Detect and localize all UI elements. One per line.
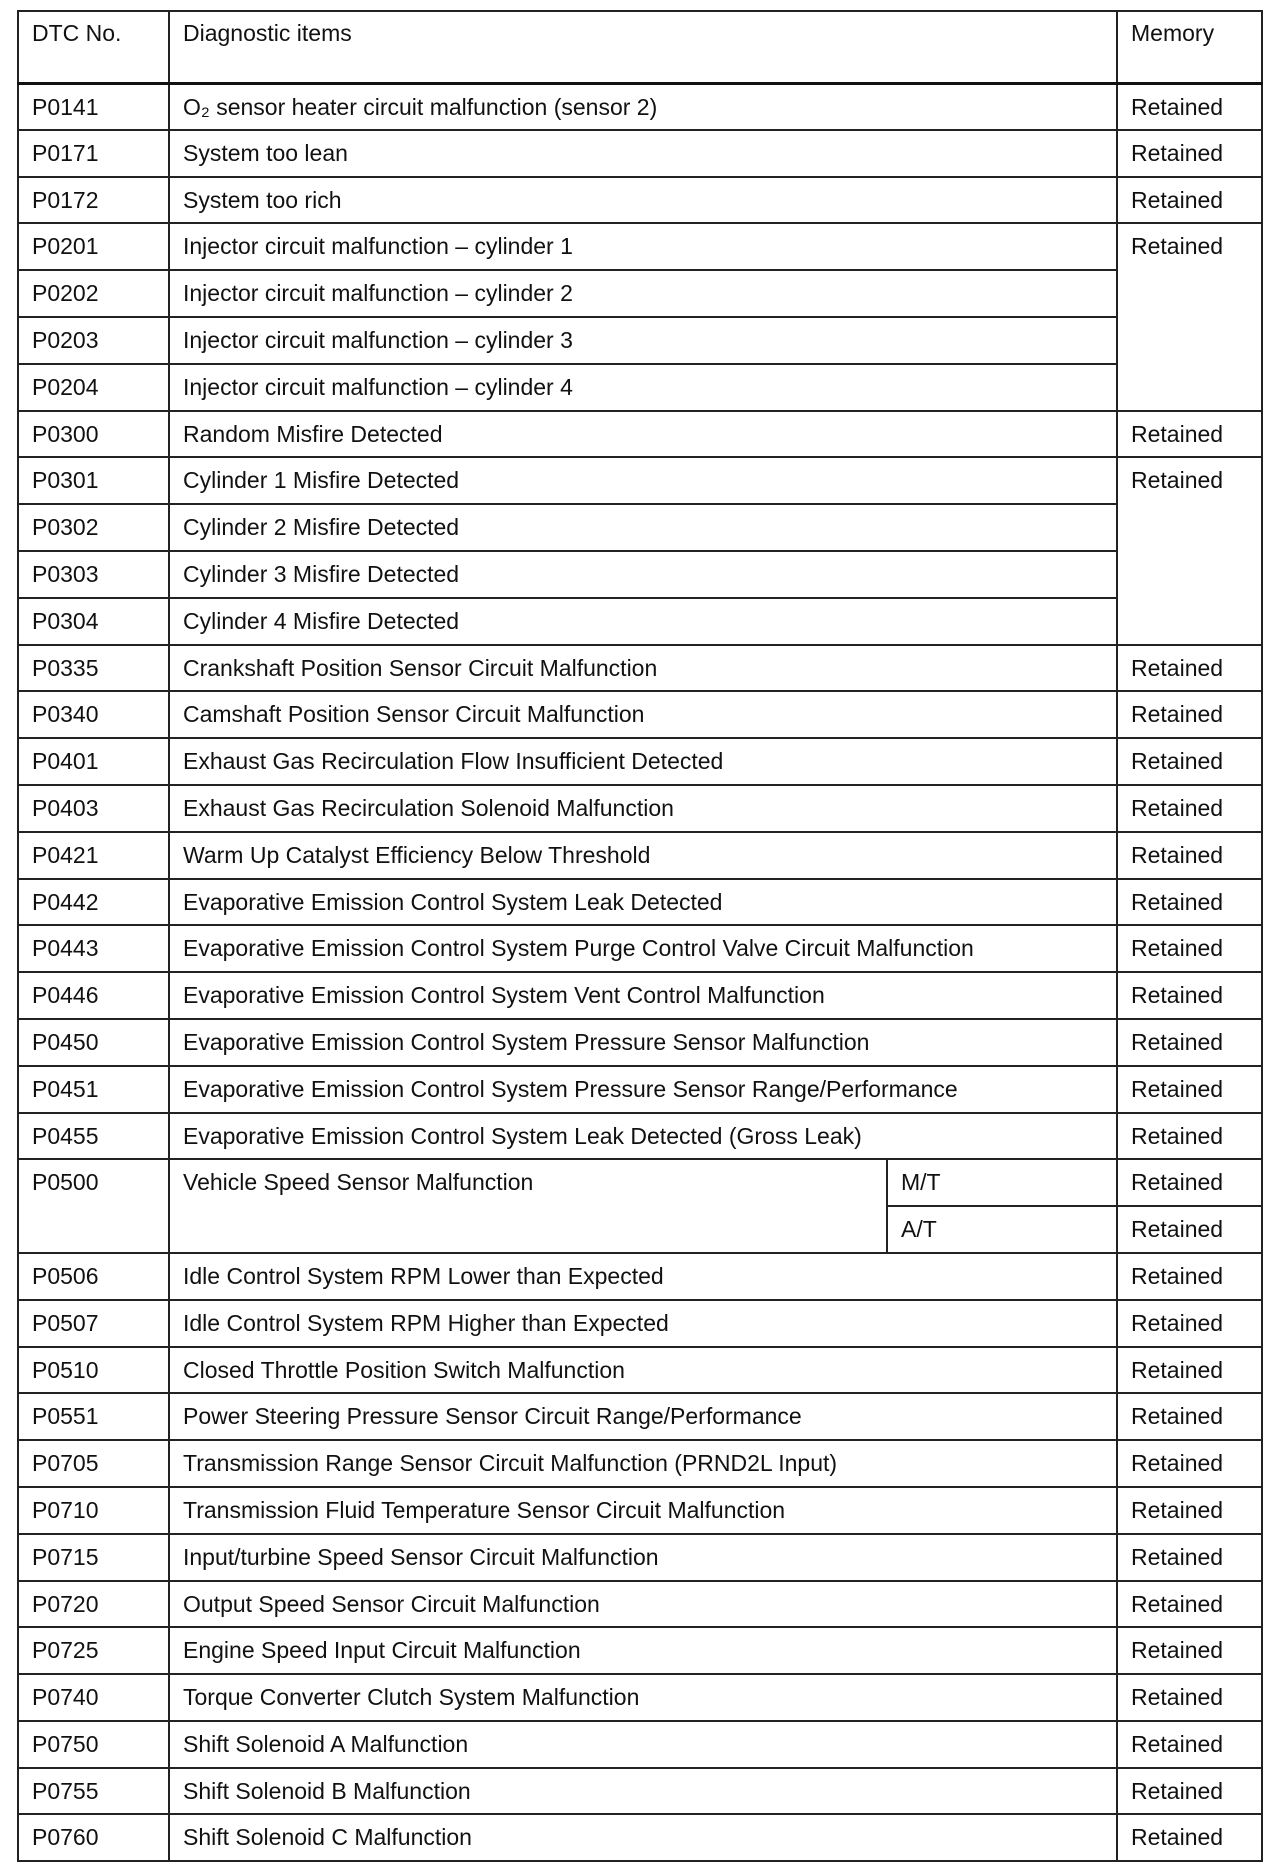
memory-cell: Retained [1117, 1159, 1262, 1206]
table-row [18, 645, 1262, 692]
item-cell: Shift Solenoid C Malfunction [169, 1814, 1117, 1861]
table-row [18, 785, 1262, 832]
dtc-cell: P0421 [18, 832, 169, 879]
dtc-cell: P0446 [18, 972, 169, 1019]
item-cell: Evaporative Emission Control System Vent Control Malfunction [169, 972, 1117, 1019]
table-row [18, 317, 1262, 364]
table-row [18, 1674, 1262, 1721]
table-row [18, 551, 1262, 598]
memory-cell: Retained [1117, 1393, 1262, 1440]
table-row [18, 738, 1262, 785]
item-cell: Closed Throttle Position Switch Malfunction [169, 1347, 1117, 1394]
header-row [18, 11, 1262, 83]
memory-cell: Retained [1117, 785, 1262, 832]
dtc-cell: P0710 [18, 1487, 169, 1534]
table-row [18, 598, 1262, 645]
memory-cell: Retained [1117, 1674, 1262, 1721]
dtc-cell: P0171 [18, 130, 169, 177]
table-row [18, 270, 1262, 317]
item-cell: O₂ sensor heater circuit malfunction (sensor 2) [169, 83, 1117, 130]
memory-cell: Retained [1117, 1066, 1262, 1113]
memory-cell: Retained [1117, 411, 1262, 458]
item-cell: Cylinder 4 Misfire Detected [169, 598, 1117, 645]
table-row [18, 223, 1262, 270]
dtc-cell: P0740 [18, 1674, 169, 1721]
memory-cell: Retained [1117, 1440, 1262, 1487]
item-cell: Injector circuit malfunction – cylinder 1 [169, 223, 1117, 270]
memory-cell: Retained [1117, 1113, 1262, 1160]
table-row [18, 832, 1262, 879]
item-cell: Evaporative Emission Control System Pressure Sensor Range/Performance [169, 1066, 1117, 1113]
item-cell: Vehicle Speed Sensor Malfunction [169, 1159, 887, 1253]
memory-cell: Retained [1117, 130, 1262, 177]
dtc-cell: P0201 [18, 223, 169, 270]
dtc-cell: P0301 [18, 457, 169, 504]
dtc-cell: P0455 [18, 1113, 169, 1160]
dtc-cell: P0403 [18, 785, 169, 832]
table-row [18, 130, 1262, 177]
dtc-cell: P0507 [18, 1300, 169, 1347]
table-row [18, 1393, 1262, 1440]
memory-cell: Retained [1117, 1627, 1262, 1674]
table-row [18, 1768, 1262, 1815]
dtc-cell: P0500 [18, 1159, 169, 1253]
table-row [18, 504, 1262, 551]
item-cell: Exhaust Gas Recirculation Solenoid Malfunction [169, 785, 1117, 832]
table-row [18, 457, 1262, 504]
header-memory: Memory [1117, 11, 1262, 83]
item-cell: Warm Up Catalyst Efficiency Below Threshold [169, 832, 1117, 879]
table-row [18, 1627, 1262, 1674]
dtc-cell: P0303 [18, 551, 169, 598]
memory-cell: Retained [1117, 1206, 1262, 1253]
item-cell: Shift Solenoid B Malfunction [169, 1768, 1117, 1815]
table-row [18, 1440, 1262, 1487]
header-dtc: DTC No. [18, 11, 169, 83]
memory-cell: Retained [1117, 83, 1262, 130]
item-cell: Evaporative Emission Control System Pressure Sensor Malfunction [169, 1019, 1117, 1066]
dtc-cell: P0510 [18, 1347, 169, 1394]
dtc-cell: P0172 [18, 177, 169, 224]
table-row [18, 1581, 1262, 1628]
item-cell: Output Speed Sensor Circuit Malfunction [169, 1581, 1117, 1628]
memory-cell: Retained [1117, 691, 1262, 738]
item-cell: Input/turbine Speed Sensor Circuit Malfunction [169, 1534, 1117, 1581]
item-cell: Transmission Range Sensor Circuit Malfunction (PRND2L Input) [169, 1440, 1117, 1487]
item-cell: Crankshaft Position Sensor Circuit Malfunction [169, 645, 1117, 692]
dtc-cell: P0451 [18, 1066, 169, 1113]
table-row [18, 691, 1262, 738]
memory-cell: Retained [1117, 1721, 1262, 1768]
dtc-cell: P0304 [18, 598, 169, 645]
item-cell: Random Misfire Detected [169, 411, 1117, 458]
table-row [18, 925, 1262, 972]
dtc-cell: P0760 [18, 1814, 169, 1861]
dtc-cell: P0203 [18, 317, 169, 364]
dtc-cell: P0551 [18, 1393, 169, 1440]
dtc-cell: P0401 [18, 738, 169, 785]
dtc-cell: P0750 [18, 1721, 169, 1768]
memory-cell: Retained [1117, 1814, 1262, 1861]
dtc-cell: P0705 [18, 1440, 169, 1487]
item-cell: Injector circuit malfunction – cylinder 3 [169, 317, 1117, 364]
transmission-type-cell: M/T [887, 1159, 1117, 1206]
memory-cell: Retained [1117, 645, 1262, 692]
memory-cell: Retained [1117, 832, 1262, 879]
item-cell: Evaporative Emission Control System Leak Detected [169, 879, 1117, 926]
item-cell: System too lean [169, 130, 1117, 177]
table-row [18, 1487, 1262, 1534]
item-cell: Power Steering Pressure Sensor Circuit Range/Performance [169, 1393, 1117, 1440]
memory-cell: Retained [1117, 738, 1262, 785]
dtc-cell: P0302 [18, 504, 169, 551]
table-row [18, 972, 1262, 1019]
memory-cell: Retained [1117, 1768, 1262, 1815]
dtc-cell: P0725 [18, 1627, 169, 1674]
item-cell: Camshaft Position Sensor Circuit Malfunction [169, 691, 1117, 738]
transmission-type-cell: A/T [887, 1206, 1117, 1253]
dtc-cell: P0204 [18, 364, 169, 411]
dtc-cell: P0340 [18, 691, 169, 738]
item-cell: Injector circuit malfunction – cylinder 2 [169, 270, 1117, 317]
item-cell: Transmission Fluid Temperature Sensor Circuit Malfunction [169, 1487, 1117, 1534]
table-row [18, 1721, 1262, 1768]
table-row [18, 1534, 1262, 1581]
dtc-cell: P0141 [18, 83, 169, 130]
dtc-cell: P0715 [18, 1534, 169, 1581]
header-item: Diagnostic items [169, 11, 1117, 83]
dtc-cell: P0335 [18, 645, 169, 692]
item-cell: Torque Converter Clutch System Malfunction [169, 1674, 1117, 1721]
table-row [18, 1066, 1262, 1113]
table-body [18, 83, 1262, 1861]
table-row [18, 1300, 1262, 1347]
memory-cell: Retained [1117, 1300, 1262, 1347]
dtc-cell: P0442 [18, 879, 169, 926]
table-row [18, 411, 1262, 458]
memory-cell: Retained [1117, 879, 1262, 926]
table-row [18, 83, 1262, 130]
dtc-cell: P0506 [18, 1253, 169, 1300]
memory-cell: Retained [1117, 1487, 1262, 1534]
dtc-cell: P0300 [18, 411, 169, 458]
item-cell: Evaporative Emission Control System Purge Control Valve Circuit Malfunction [169, 925, 1117, 972]
memory-cell: Retained [1117, 1253, 1262, 1300]
memory-cell: Retained [1117, 925, 1262, 972]
table-row [18, 1113, 1262, 1160]
item-cell: Cylinder 1 Misfire Detected [169, 457, 1117, 504]
dtc-cell: P0720 [18, 1581, 169, 1628]
dtc-cell: P0443 [18, 925, 169, 972]
memory-cell: Retained [1117, 1534, 1262, 1581]
table-row [18, 1814, 1262, 1861]
dtc-cell: P0450 [18, 1019, 169, 1066]
item-cell: Engine Speed Input Circuit Malfunction [169, 1627, 1117, 1674]
table-row [18, 177, 1262, 224]
table-row [18, 1253, 1262, 1300]
table-row [18, 879, 1262, 926]
item-cell: Evaporative Emission Control System Leak Detected (Gross Leak) [169, 1113, 1117, 1160]
item-cell: Exhaust Gas Recirculation Flow Insufficient Detected [169, 738, 1117, 785]
dtc-cell: P0202 [18, 270, 169, 317]
memory-cell: Retained [1117, 457, 1262, 644]
memory-cell: Retained [1117, 1019, 1262, 1066]
item-cell: Cylinder 2 Misfire Detected [169, 504, 1117, 551]
memory-cell: Retained [1117, 1581, 1262, 1628]
item-cell: Injector circuit malfunction – cylinder 4 [169, 364, 1117, 411]
table-row [18, 364, 1262, 411]
dtc-table [17, 10, 1263, 1862]
item-cell: Shift Solenoid A Malfunction [169, 1721, 1117, 1768]
memory-cell: Retained [1117, 1347, 1262, 1394]
memory-cell: Retained [1117, 972, 1262, 1019]
memory-cell: Retained [1117, 223, 1262, 410]
item-cell: System too rich [169, 177, 1117, 224]
item-cell: Idle Control System RPM Higher than Expected [169, 1300, 1117, 1347]
item-cell: Cylinder 3 Misfire Detected [169, 551, 1117, 598]
item-cell: Idle Control System RPM Lower than Expected [169, 1253, 1117, 1300]
memory-cell: Retained [1117, 177, 1262, 224]
table-row [18, 1159, 1262, 1206]
dtc-cell: P0755 [18, 1768, 169, 1815]
table-row [18, 1347, 1262, 1394]
table-row [18, 1019, 1262, 1066]
